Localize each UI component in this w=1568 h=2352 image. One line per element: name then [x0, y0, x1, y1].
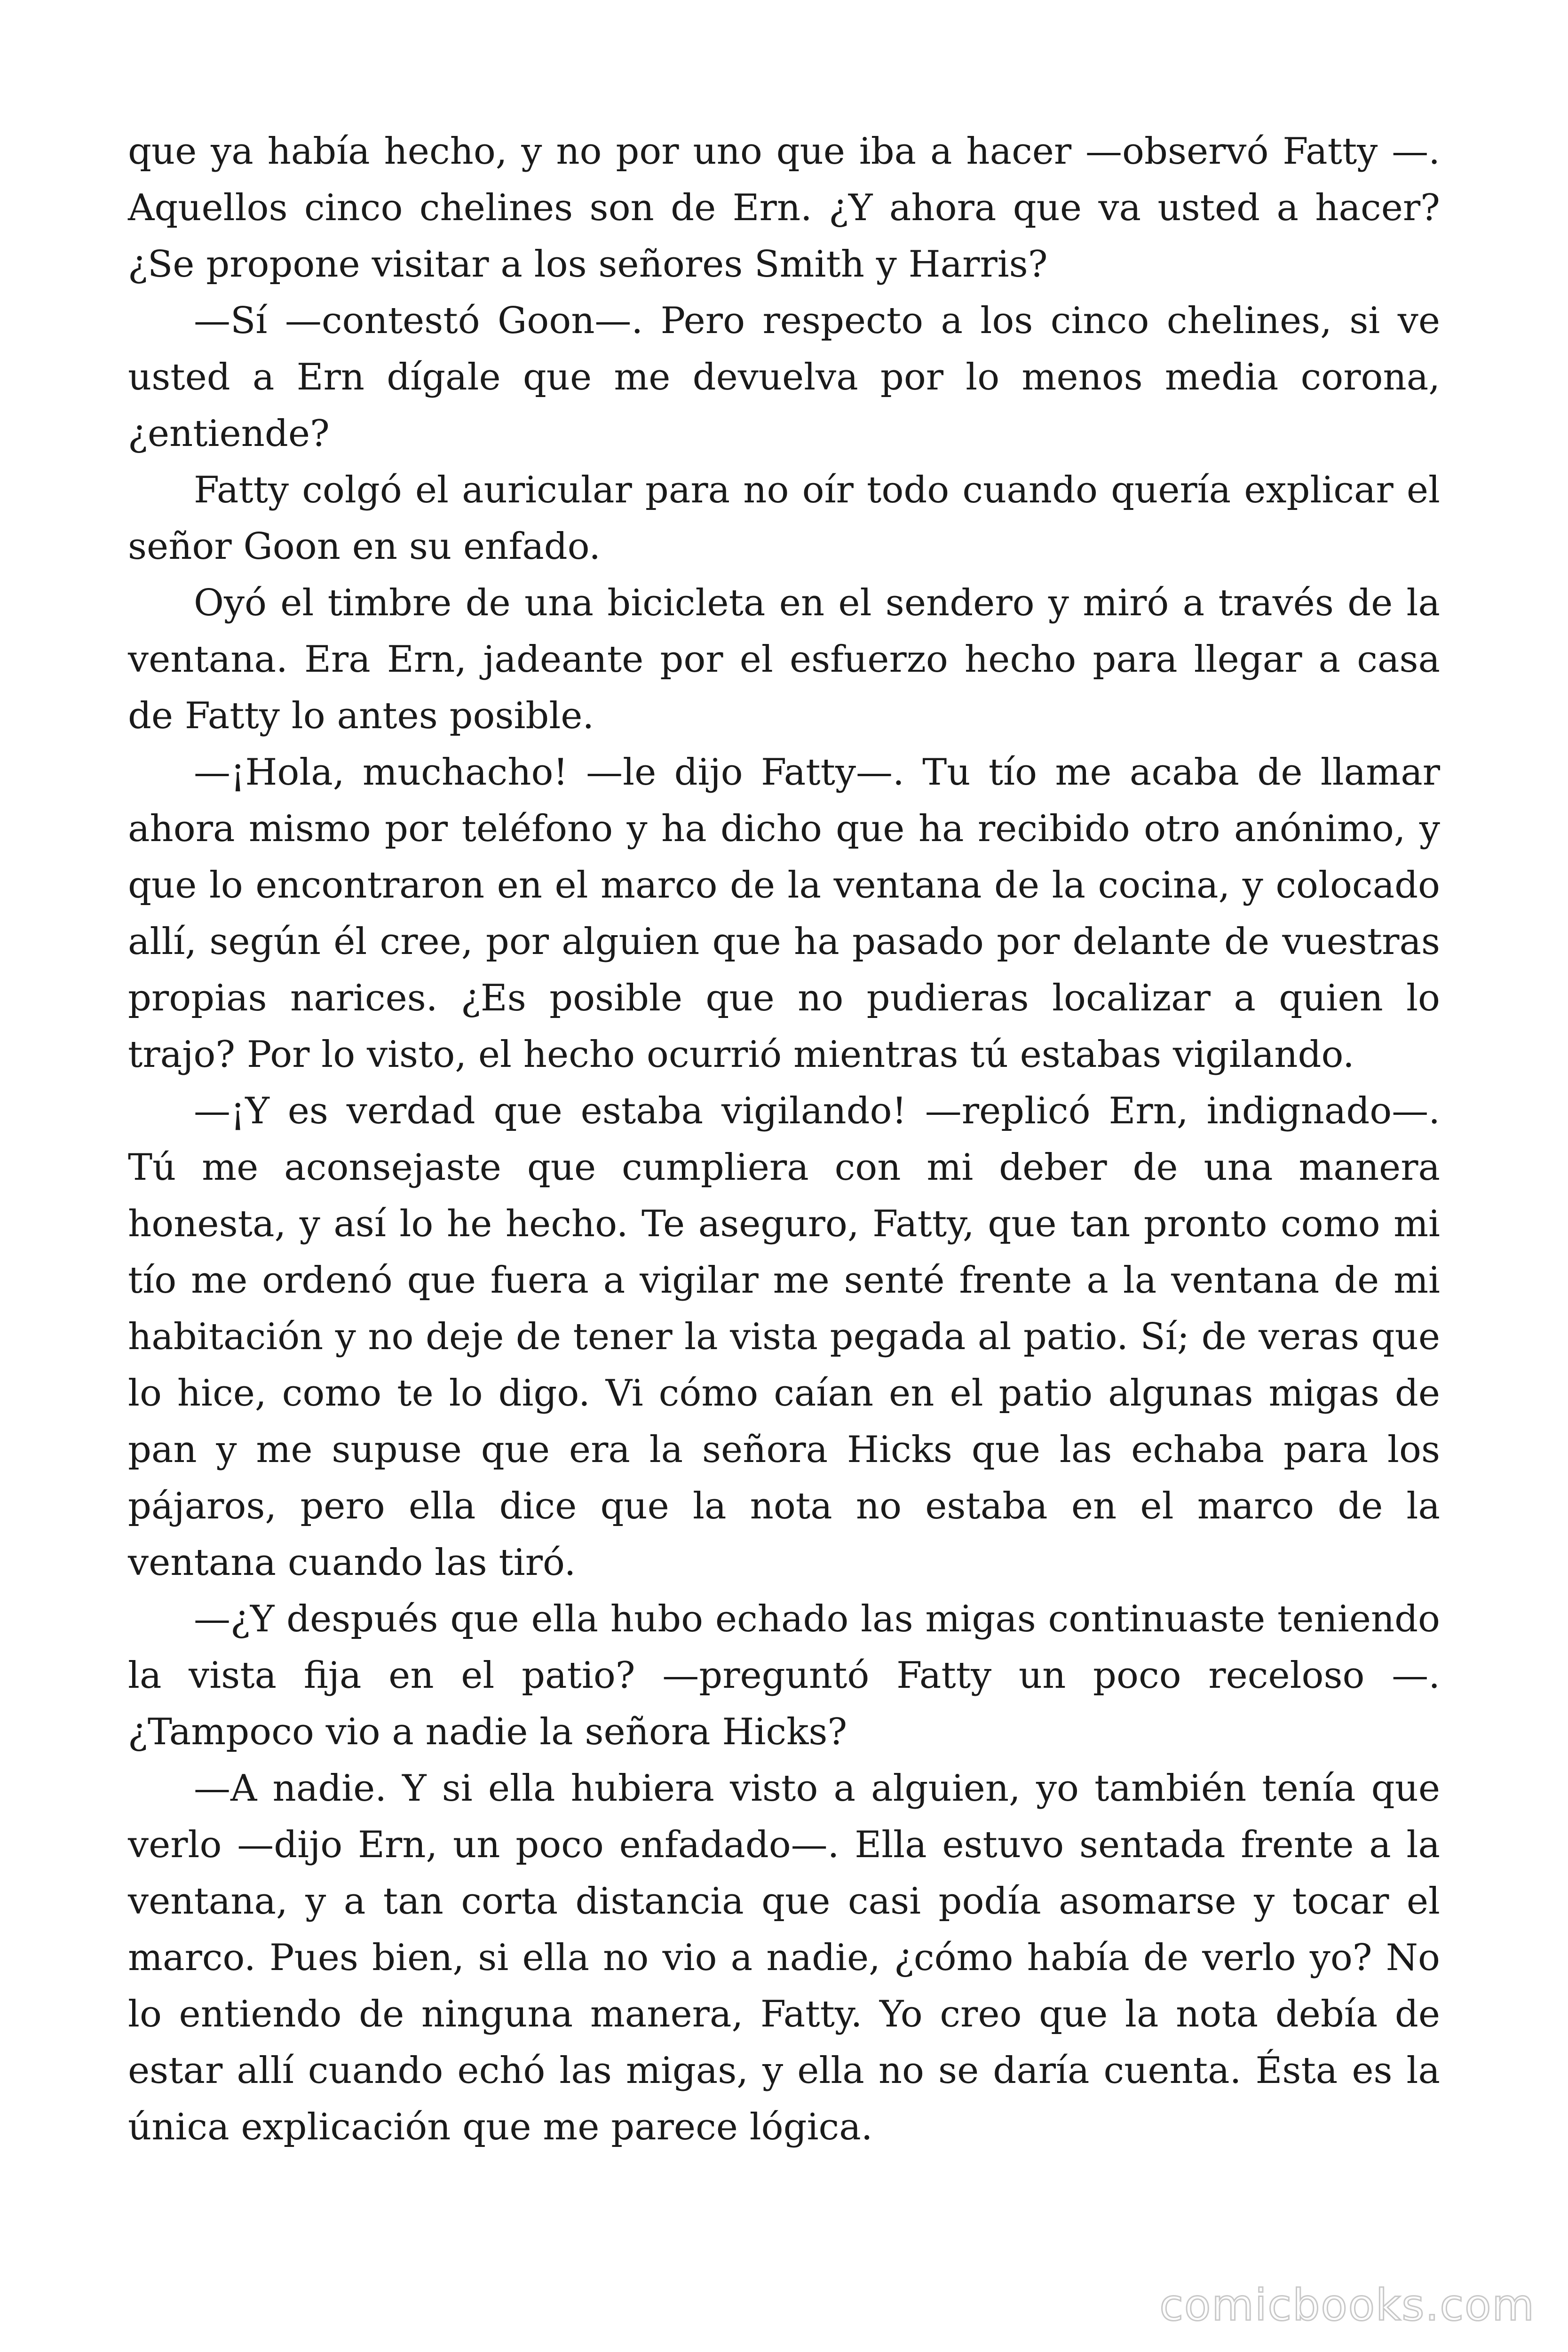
paragraph-4: Oyó el timbre de una bicicleta en el sendero y miró a través de la ventana. Era Ern, jadeante por el esfuerzo hecho para llegar a casa de Fatty lo antes posible.	[128, 582, 1440, 737]
page-body	[128, 123, 1440, 2155]
paragraph-6: —¡Y es verdad que estaba vigilando! —replicó Ern, indignado—. Tú me aconsejaste que cumpliera con mi deber de una manera honesta, y así lo he hecho. Te aseguro, Fatty, que tan pronto como mi tío me ordenó que fuera a vigilar me senté frente a la ventana de mi habitación y no deje de tener la vista pegada al patio. Sí; de veras que lo hice, como te lo digo. Vi cómo caían en el patio algunas migas de pan y me supuse que era la señora Hicks que las echaba para los pájaros, pero ella dice que la nota no estaba en el marco de la ventana cuando las tiró.	[128, 1090, 1440, 1584]
paragraph-7: —¿Y después que ella hubo echado las migas continuaste teniendo la vista fija en el patio? —preguntó Fatty un poco receloso —. ¿Tampoco vio a nadie la señora Hicks?	[128, 1598, 1440, 1753]
paragraph-5: —¡Hola, muchacho! —le dijo Fatty—. Tu tío me acaba de llamar ahora mismo por teléfono y ha dicho que ha recibido otro anónimo, y que lo encontraron en el marco de la ventana de la cocina, y colocado allí, según él cree, por alguien que ha pasado por delante de vuestras propias narices. ¿Es posible que no pudieras localizar a quien lo trajo? Por lo visto, el hecho ocurrió mientras tú estabas vigilando.	[128, 751, 1440, 1076]
site-watermark: comicbooks.com	[1159, 2280, 1535, 2330]
paragraph-2: —Sí —contestó Goon—. Pero respecto a los cinco chelines, si ve usted a Ern dígale que me devuelva por lo menos media corona, ¿entiende?	[128, 300, 1440, 455]
paragraph-8: —A nadie. Y si ella hubiera visto a alguien, yo también tenía que verlo —dijo Ern, un poco enfadado—. Ella estuvo sentada frente a la ventana, y a tan corta distancia que casi podía asomarse y tocar el marco. Pues bien, si ella no vio a nadie, ¿cómo había de verlo yo? No lo entiendo de ninguna manera, Fatty. Yo creo que la nota debía de estar allí cuando echó las migas, y ella no se daría cuenta. Ésta es la única explicación que me parece lógica.	[128, 1767, 1440, 2148]
paragraph-1: que ya había hecho, y no por uno que iba a hacer —observó Fatty —. Aquellos cinco chelines son de Ern. ¿Y ahora que va usted a hacer? ¿Se propone visitar a los señores Smith y Harris?	[128, 130, 1440, 286]
paragraph-3: Fatty colgó el auricular para no oír todo cuando quería explicar el señor Goon en su enfado.	[128, 469, 1440, 568]
